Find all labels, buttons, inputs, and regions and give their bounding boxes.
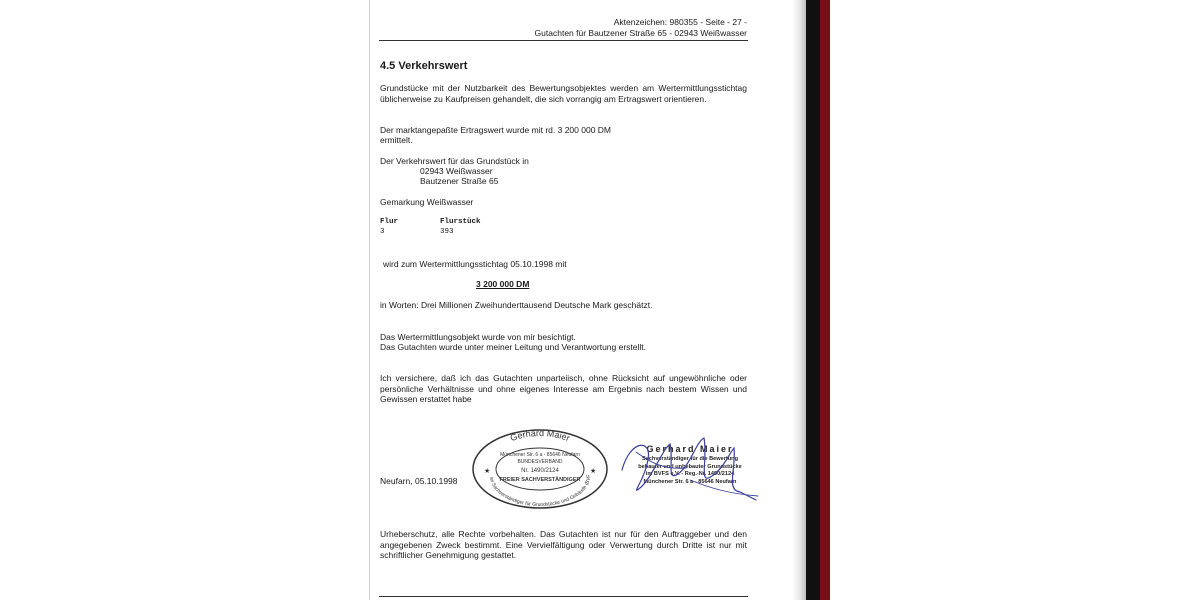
verantwortung-line: Das Gutachten wurde unter meiner Leitung und Verantwortung erstellt. [380, 342, 647, 352]
flurstueck-header: Flurstück [440, 218, 481, 226]
flurstueck-value: 393 [440, 228, 454, 236]
versicherung-paragraph: Ich versichere, daß ich das Gutachten unparteiisch, ohne Rücksicht auf ungewöhnliche oder persönliche Verhältnisse und ohne eigenes Interesse am Ergebnis nach bestem Wissen und Gewissen erstattet habe [380, 373, 747, 404]
handwritten-signature [600, 430, 760, 512]
verkehrswert-intro: Der Verkehrswert für das Grundstück in [380, 156, 529, 166]
ermittelt-text: ermittelt. [380, 135, 413, 145]
ertragswert-line: Der marktangepaßte Ertragswert wurde mit rd. 3 200 000 DM [380, 125, 612, 135]
stamp-star-right-icon: ★ [590, 468, 597, 475]
place-date: Neufarn, 05.10.1998 [380, 476, 458, 486]
svg-text:Gerhard Maier [509, 428, 571, 443]
flur-value: 3 [380, 228, 385, 236]
in-worten-line: in Worten: Drei Millionen Zweihunderttausend Deutsche Mark geschätzt. [380, 300, 653, 310]
signature-name: Gerhard Maier [646, 444, 734, 454]
flur-header: Flur [380, 218, 399, 226]
page-left-edge [369, 0, 370, 600]
copyright-notice: Urheberschutz, alle Rechte vorbehalten. Das Gutachten ist nur für den Auftraggeber und den angegebenen Zweck bestimmt. Eine Vervielfältigung oder Verwertung durch Dritte ist nur mit schriftlicher Genehmigung gestattet. [380, 529, 747, 560]
header-aktenzeichen: Aktenzeichen: 980355 - Seite - 27 - [613, 17, 747, 27]
signature-block [600, 430, 760, 512]
gemarkung-line: Gemarkung Weißwasser [380, 197, 474, 207]
header-rule [379, 40, 748, 41]
stamp-bottom: ier Sachverständiger für Grundstücke und Gebäude (BVF [488, 474, 593, 508]
signature-line2: bebauter und unbebauter Grundstücke [638, 463, 742, 470]
stamp-name: Gerhard Maier [508, 428, 572, 444]
footer-rule [379, 596, 748, 597]
signature-line3: im BVFS e.V. - Reg.-Nr. 1490/2124 [645, 471, 735, 477]
official-stamp [470, 428, 610, 510]
stamp-title: FREIER SACHVERSTÄNDIGER [499, 477, 581, 483]
signature-line4: Münchener Str. 6 a - 85646 Neufarn [643, 478, 737, 485]
stamp-address: Münchener Str. 6 a - 85646 Neufarn [500, 452, 580, 458]
stamp-number: Nr. 1490/2124 [521, 468, 559, 474]
section-title: 4.5 Verkehrswert [380, 60, 468, 72]
scan-red-edge [820, 0, 830, 600]
besichtigt-line: Das Wertermittlungsobjekt wurde von mir besichtigt. [380, 332, 576, 342]
stamp-org: BUNDESVERBAND [517, 459, 563, 465]
stichtag-line: wird zum Wertermittlungsstichtag 05.10.1998 mit [383, 259, 567, 269]
stamp-star-left-icon: ★ [484, 468, 491, 475]
address-city: 02943 Weißwasser [420, 166, 493, 176]
address-street: Bautzener Straße 65 [420, 176, 499, 186]
paragraph-intro: Grundstücke mit der Nutzbarkeit des Bewertungsobjektes werden am Wertermittlungsstichtag üblicherweise zu Kaufpreisen gehandelt, die sich vorrangig am Ertragswert orientieren. [380, 83, 747, 104]
signature-line1: Sachverständiger für die Bewertung [641, 456, 739, 462]
verkehrswert-amount: 3 200 000 DM [476, 279, 530, 289]
header-gutachten: Gutachten für Bautzener Straße 65 - 02943 Weißwasser [534, 28, 747, 38]
page-right-shadow [792, 0, 806, 600]
